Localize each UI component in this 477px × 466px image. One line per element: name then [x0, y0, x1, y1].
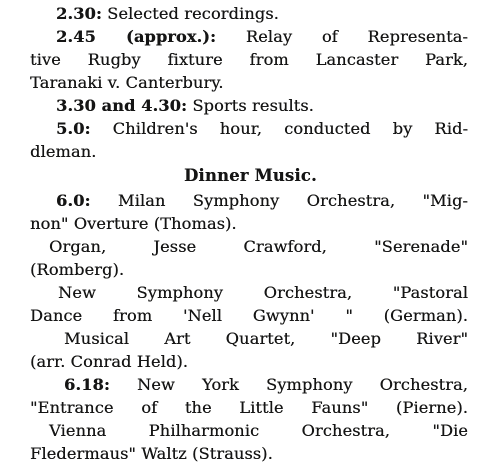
entry-time: 6.18:	[64, 375, 110, 394]
entry-line	[56, 190, 468, 213]
entry-text-part: Milan Symphony Orchestra, "Mig-	[117, 191, 468, 210]
entry-text: Sports results.	[192, 96, 314, 115]
entry-line	[56, 118, 468, 141]
entry-line	[30, 141, 96, 164]
entry-line	[58, 282, 468, 305]
entry-time: 2.45 (approx.):	[56, 27, 217, 46]
entry-time: 3.30 and 4.30:	[56, 96, 188, 115]
entry-3-30	[56, 95, 314, 118]
entry-line	[30, 49, 468, 72]
section-heading: Dinner Music.	[184, 166, 317, 185]
entry-text-part: Musical Art Quartet, "Deep River"	[64, 329, 468, 348]
entry-2-30	[56, 3, 279, 26]
entry-text-part: Organ, Jesse Crawford, "Serenade"	[49, 237, 468, 256]
entry-text-part: (Romberg).	[30, 260, 125, 279]
entry-text-part: New Symphony Orchestra, "Pastoral	[58, 283, 468, 302]
entry-text-part: Vienna Philharmonic Orchestra, "Die	[49, 421, 468, 440]
entry-line	[30, 213, 237, 236]
entry-text-part: Taranaki v. Canterbury.	[30, 73, 224, 92]
entry-line	[30, 259, 124, 282]
entry-text-part: New York Symphony Orchestra,	[136, 375, 468, 394]
entry-line	[49, 236, 468, 259]
entry-text-part: Fledermaus" Waltz (Strauss).	[30, 444, 273, 463]
entry-line	[49, 420, 468, 443]
entry-line	[64, 328, 468, 351]
entry-text-part: Relay of Representa-	[245, 27, 468, 46]
entry-line	[30, 443, 273, 466]
entry-time: 2.30:	[56, 4, 102, 23]
entry-line	[30, 72, 224, 95]
entry-text-part: non" Overture (Thomas).	[30, 214, 237, 233]
entry-line	[56, 26, 468, 49]
entry-text-part: Dance from 'Nell Gwynn' " (German).	[30, 306, 468, 325]
entry-time: 6.0:	[56, 191, 91, 210]
entry-text-part: "Entrance of the Little Fauns" (Pierne).	[30, 398, 468, 417]
entry-line	[30, 351, 188, 374]
entry-text-part: tive Rugby fixture from Lancaster Park,	[30, 50, 468, 69]
entry-text-part: dleman.	[30, 142, 97, 161]
entry-text-part: Children's hour, conducted by Rid-	[112, 119, 469, 138]
entry-text-part: (arr. Conrad Held).	[30, 352, 189, 371]
entry-line	[64, 374, 468, 397]
entry-line	[30, 397, 468, 420]
entry-text: Selected recordings.	[107, 4, 279, 23]
entry-line	[30, 305, 468, 328]
entry-time: 5.0:	[56, 119, 91, 138]
